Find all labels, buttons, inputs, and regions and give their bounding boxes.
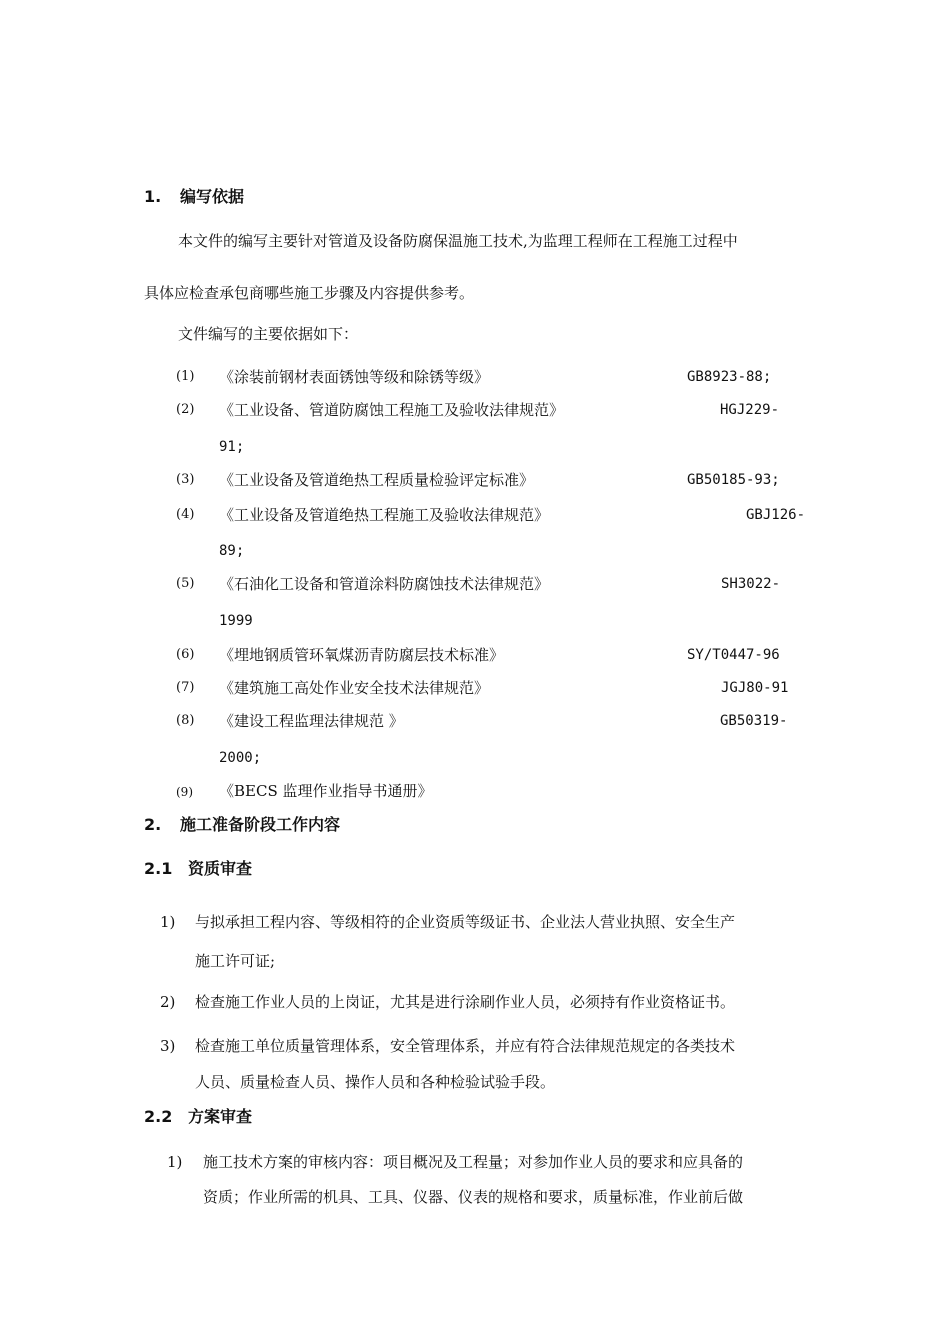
reference-number: (5) — [176, 576, 195, 591]
reference-code: GB8923-88; — [687, 369, 772, 385]
reference-code-continuation: 2000; — [219, 750, 262, 766]
list-item-line-1: 检查施工作业人员的上岗证，尤其是进行涂刷作业人员，必须持有作业资格证书。 — [195, 993, 736, 1011]
list-item-line-1: 施工技术方案的审核内容：项目概况及工程量；对参加作业人员的要求和应具备的 — [203, 1153, 744, 1171]
section-1-number: 1. — [144, 187, 162, 206]
reference-code: GB50185-93; — [687, 472, 780, 488]
subsection-2-1-title: 资质审查 — [188, 859, 253, 878]
intro-paragraph-line-2: 具体应检查承包商哪些施工步骤及内容提供参考。 — [144, 284, 475, 302]
reference-code-continuation: 1999 — [219, 613, 253, 629]
reference-title: 《埋地钢质管环氧煤沥青防腐层技术标准》 — [219, 646, 505, 664]
section-1-title: 编写依据 — [180, 187, 245, 206]
reference-number: (7) — [176, 680, 195, 695]
intro-paragraph-line-1: 本文件的编写主要针对管道及设备防腐保温施工技术,为监理工程师在工程施工过程中 — [178, 232, 738, 250]
basis-intro: 文件编写的主要依据如下： — [178, 325, 359, 343]
reference-code: SH3022- — [721, 576, 781, 592]
reference-number: (9) — [176, 785, 193, 799]
reference-title: 《建筑施工高处作业安全技术法律规范》 — [219, 679, 490, 697]
reference-number: (4) — [176, 507, 195, 522]
list-item-line-1: 检查施工单位质量管理体系，安全管理体系，并应有符合法律规范规定的各类技术 — [195, 1037, 736, 1055]
reference-number: (2) — [176, 402, 195, 417]
reference-code: JGJ80-91 — [721, 680, 789, 696]
reference-number: (8) — [176, 713, 195, 728]
subsection-2-2-title: 方案审查 — [188, 1107, 253, 1126]
reference-title: 《工业设备及管道绝热工程施工及验收法律规范》 — [219, 506, 550, 524]
reference-number: (6) — [176, 647, 195, 662]
reference-title: 《工业设备及管道绝热工程质量检验评定标准》 — [219, 471, 535, 489]
list-item-line-1: 与拟承担工程内容、等级相符的企业资质等级证书、企业法人营业执照、安全生产 — [195, 913, 736, 931]
section-2-title: 施工准备阶段工作内容 — [180, 815, 341, 834]
reference-code: SY/T0447-96 — [687, 647, 780, 663]
reference-code-continuation: 89; — [219, 543, 245, 559]
reference-title: 《工业设备、管道防腐蚀工程施工及验收法律规范》 — [219, 401, 565, 419]
list-item-number: 3) — [160, 1037, 176, 1055]
reference-code: GBJ126- — [746, 507, 806, 523]
subsection-2-2-number: 2.2 — [144, 1107, 173, 1126]
list-item-number: 1) — [167, 1153, 183, 1171]
reference-title: 《涂装前钢材表面锈蚀等级和除锈等级》 — [219, 368, 490, 386]
reference-code: GB50319- — [720, 713, 788, 729]
reference-code: HGJ229- — [720, 402, 780, 418]
list-item-line-2: 施工许可证; — [195, 952, 276, 970]
list-item-line-2: 资质；作业所需的机具、工具、仪器、仪表的规格和要求，质量标准，作业前后做 — [203, 1188, 744, 1206]
reference-code-continuation: 91; — [219, 439, 245, 455]
subsection-2-1-number: 2.1 — [144, 859, 173, 878]
reference-number: (1) — [176, 369, 195, 384]
list-item-line-2: 人员、质量检查人员、操作人员和各种检验试验手段。 — [195, 1073, 556, 1091]
list-item-number: 2) — [160, 993, 176, 1011]
reference-title: 《BECS 监理作业指导书通册》 — [219, 782, 433, 800]
reference-title: 《石油化工设备和管道涂料防腐蚀技术法律规范》 — [219, 575, 550, 593]
section-2-number: 2. — [144, 815, 162, 834]
list-item-number: 1) — [160, 913, 176, 931]
reference-number: (3) — [176, 472, 195, 487]
reference-title: 《建设工程监理法律规范 》 — [219, 712, 404, 730]
